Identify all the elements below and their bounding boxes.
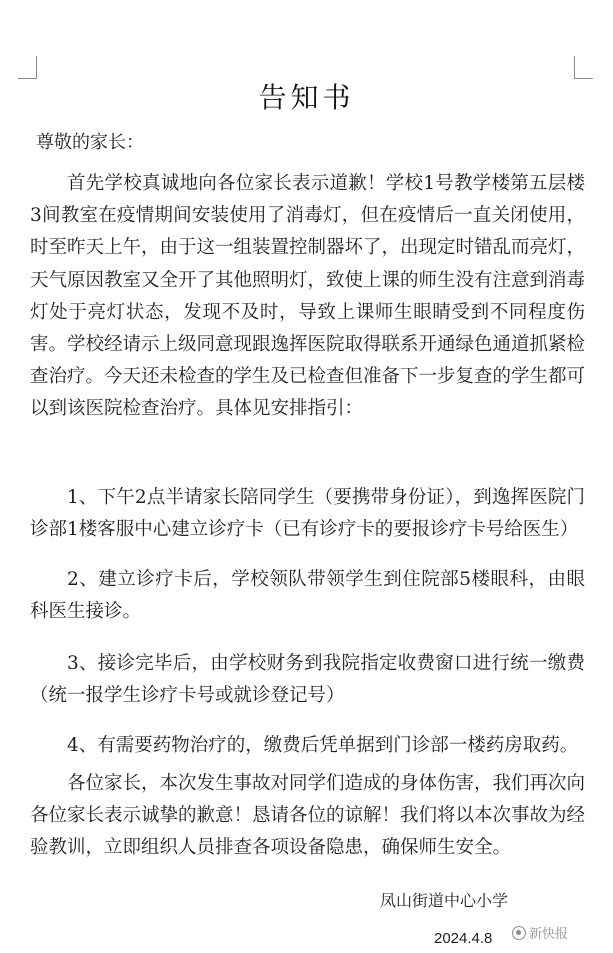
instruction-item-4: 4、有需要药物治疗的，缴费后凭单据到门诊部一楼药房取药。 (67, 735, 579, 756)
instruction-item-1: 1、下午2点半请家长陪同学生（要携带身份证），到逸挥医院门诊部1楼客服中心建立诊疗卡（已有诊疗卡的要报诊疗卡号给医生） (30, 487, 585, 541)
main-paragraph: 首先学校真诚地向各位家长表示道歉！学校1号教学楼第五层楼3间教室在疫情期间安装使用了消毒灯，但在疫情后一直关闭使用，时至昨天上午，由于这一组装置控制器坏了，出现定时错乱而亮灯，天气原因教室又全开了其他照明灯，致使上课的师生没有注意到消毒灯处于亮灯状态，发现不及时，导致上课师生眼睛受到不同程度伤害。学校经请示上级同意现跟逸挥医院取得联系开通绿色通道抓紧检查治疗。今天还未检查的学生及已检查但准备下一步复查的学生都可以到该医院检查治疗。具体见安排指引： (30, 173, 586, 420)
document-title: 告知书 (258, 81, 355, 114)
watermark-text: 新快报 (529, 927, 569, 942)
instruction-item-3: 3、接诊完毕后，由学校财务到我院指定收费窗口进行统一缴费（统一报学生诊疗卡号或就诊登记号） (30, 653, 585, 707)
watermark (512, 923, 568, 942)
greeting: 尊敬的家长： (36, 132, 144, 153)
circle-logo-icon (512, 926, 526, 940)
closing-paragraph: 各位家长，本次发生事故对同学们造成的身体伤害，我们再次向各位家长表示诚挚的歉意！恳请各位的谅解！我们将以本次事故为经验教训，立即组织人员排查各项设备隐患，确保师生安全。 (30, 773, 586, 859)
school-signature: 凤山街道中心小学 (380, 891, 509, 910)
notice-date: 2024.4.8 (434, 930, 493, 947)
instruction-item-2: 2、建立诊疗卡后，学校领队带领学生到住院部5楼眼科，由眼科医生接诊。 (30, 569, 585, 623)
